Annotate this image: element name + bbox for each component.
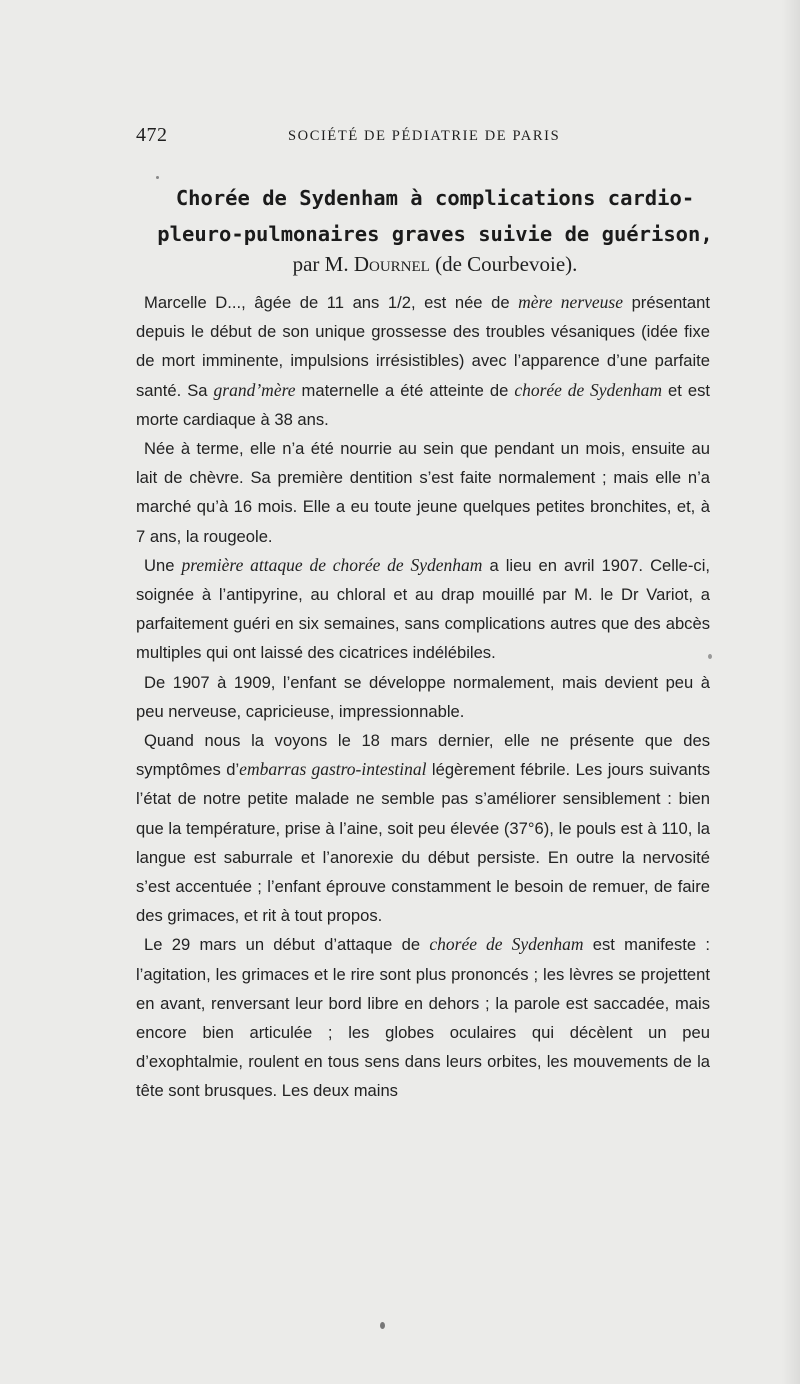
text-run: a lieu en avril 1907. Celle-ci, soignée à l’antipyrine, au chloral et au drap mouillé par M. le Dr Variot, a parfaitement guéri en six semaines, sans complications autres que des abcès multiples qui ont laissé des cicatrices indélébiles. [136, 555, 710, 663]
text-run: Une [144, 555, 182, 575]
text-run: Le 29 mars un début d’attaque de [144, 935, 430, 955]
text-run: et est morte cardiaque à 38 ans. [136, 380, 710, 429]
paragraph [136, 726, 710, 930]
article-body [136, 288, 710, 1106]
article-title: Chorée de Sydenham à complications cardio-pleuro-pulmonaires graves suivie de guérison, [157, 186, 713, 246]
italic-text: chorée de Sydenham [429, 934, 584, 955]
author-affiliation: (de Courbevoie). [435, 252, 578, 276]
text-run: Marcelle D..., âgée de 11 ans 1/2, est née de [144, 293, 519, 312]
text-run: Quand nous la voyons le 18 mars dernier, elle ne présente que des symptômes d’ [136, 731, 710, 780]
page-edge-shadow [782, 0, 800, 1384]
print-speck [380, 1322, 385, 1329]
text-run: légèrement fébrile. Les jours suivants l’état de notre petite malade ne semble pas s’améliorer sensiblement : bien que la température, prise à l’aine, soit peu élevée (37°6), le pouls est à 110, la langue est saburrale et l’anorexie du début persiste. En outre la nervosité s’est accentuée ; l’enfant éprouve constamment le besoin de remuer, de faire des grimaces, et rit à tout propos. [136, 760, 711, 926]
paragraph [136, 288, 710, 434]
text-run: présentant depuis le début de son unique grossesse des troubles vésaniques (idée fixe de mort imminente, impulsions irrésistibles) avec l’apparence d’une parfaite santé. Sa [136, 293, 710, 400]
italic-text: mère nerveuse [518, 292, 623, 312]
byline [140, 252, 730, 277]
print-speck [156, 176, 159, 179]
italic-text: grand’mère [213, 379, 296, 400]
running-head: SOCIÉTÉ DE PÉDIATRIE DE PARIS [288, 128, 561, 144]
italic-text: embarras gastro-intestinal [239, 759, 427, 780]
author-name: Dournel [353, 252, 430, 276]
paragraph [136, 668, 710, 726]
text-run: est manifeste : l’agitation, les grimaces et le rire sont plus prononcés ; les lèvres se projettent en avant, renversant leur bord libre en dehors ; la parole est saccadée, mais encore bien articulée ; les globes oculaires qui décèlent un peu d’exophtalmie, roulent en tous sens dans leurs orbites, les mouvements de la tête sont brusques. Les deux mains [136, 935, 710, 1101]
page-number: 472 [136, 124, 168, 146]
paragraph [136, 434, 710, 551]
byline-prefix: par M. [292, 252, 349, 276]
italic-text: chorée de Sydenham [514, 379, 662, 400]
text-run: De 1907 à 1909, l’enfant se développe normalement, mais devient peu à peu nerveuse, capricieuse, impressionnable. [136, 672, 710, 721]
text-run: maternelle a été atteinte de [295, 380, 515, 400]
paragraph [136, 551, 710, 668]
paragraph [136, 930, 710, 1105]
italic-text: première attaque de chorée de Sydenham [181, 554, 483, 575]
text-run: Née à terme, elle n’a été nourrie au sein que pendant un mois, ensuite au lait de chèvre. Sa première dentition s’est faite normalement ; mais elle n’a marché qu’à 16 mois. Elle a eu toute jeune quelques petites bronchites, et, à 7 ans, la rougeole. [136, 439, 710, 546]
